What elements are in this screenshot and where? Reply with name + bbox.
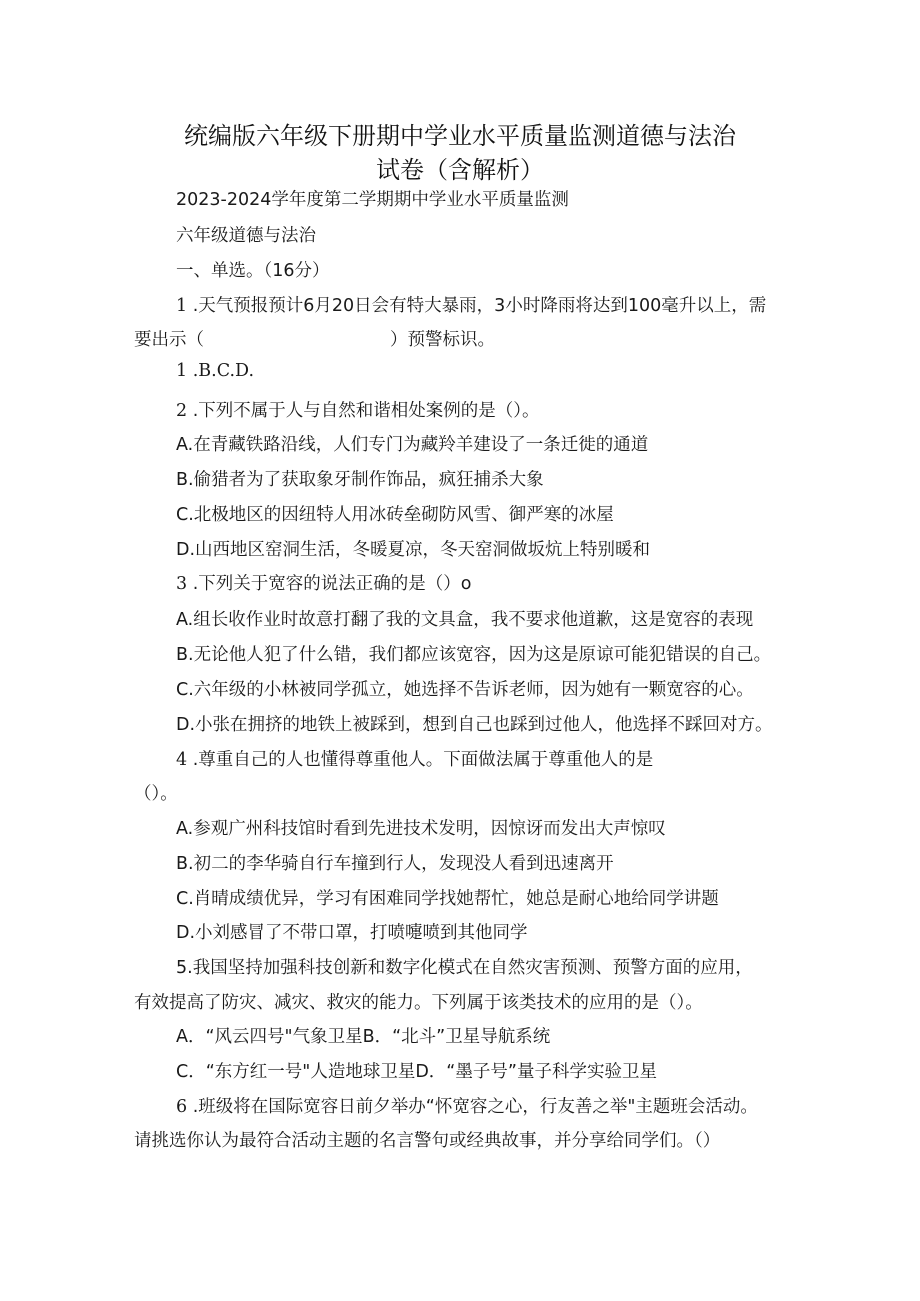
- question-4: [176, 746, 653, 771]
- section-heading: 一、单选。（16分）: [176, 261, 330, 281]
- question-2-number: 2: [176, 401, 188, 421]
- question-3-option-c: C.六年级的小林被同学孤立，她选择不告诉老师，因为她有一颗宽容的心。: [176, 680, 754, 700]
- question-2: [176, 397, 540, 422]
- question-4-option-d: D.小刘感冒了不带口罩，打喷嚏喷到其他同学: [176, 923, 528, 943]
- document-title-line2: 试卷（含解析）: [376, 156, 544, 184]
- question-3-option-b: B.无论他人犯了什么错，我们都应该宽容，因为这是原谅可能犯错误的自己。: [176, 645, 772, 665]
- question-1-options-number: 1: [176, 361, 188, 381]
- question-2-text: .下列不属于人与自然和谐相处案例的是（）。: [192, 401, 540, 421]
- question-4-option-a: A.参观广州科技馆时看到先进技术发明，因惊讶而发出大声惊叹: [176, 819, 666, 839]
- question-1-options: [176, 361, 254, 381]
- question-1-number: 1: [176, 296, 188, 316]
- question-5-options-cd: C．“东方红一号"人造地球卫星D．“墨子号”量子科学实验卫星: [176, 1062, 657, 1082]
- question-1-options-text: .B.C.D.: [192, 361, 255, 381]
- question-1-text-pre-blank: 要出示（: [134, 330, 204, 350]
- grade-subject: 六年级道德与法治: [176, 226, 316, 246]
- question-2-option-b: B.偷猎者为了获取象牙制作饰品，疯狂捕杀大象: [176, 470, 544, 490]
- question-4-number: 4: [176, 750, 188, 770]
- question-5-continued: 有效提高了防灾、减灾、救灾的能力。下列属于该类技术的应用的是（）。: [134, 993, 703, 1013]
- question-6-text: .班级将在国际宽容日前夕举办“怀宽容之心，行友善之举"主题班会活动。: [192, 1097, 758, 1117]
- question-1: [176, 292, 766, 317]
- question-5-options-ab: A．“风云四号"气象卫星B．“北斗”卫星导航系统: [176, 1027, 551, 1047]
- question-1-text: .天气预报预计6月20日会有特大暴雨，3小时降雨将达到100毫升以上，需: [192, 296, 767, 316]
- question-6: [176, 1093, 758, 1118]
- question-3-option-d: D.小张在拥挤的地铁上被踩到，想到自己也踩到过他人，他选择不踩回对方。: [176, 715, 773, 735]
- question-6-number: 6: [176, 1097, 188, 1117]
- question-2-option-d: D.山西地区窑洞生活，冬暖夏凉，冬天窑洞做坂炕上特别暖和: [176, 540, 651, 560]
- question-4-option-b: B.初二的李华骑自行车撞到行人，发现没人看到迅速离开: [176, 854, 614, 874]
- question-3: [176, 570, 472, 595]
- question-1-continued: [134, 326, 495, 351]
- question-6-continued: 请挑选你认为最符合活动主题的名言警句或经典故事，并分享给同学们。（）: [134, 1131, 721, 1151]
- exam-subtitle: 2023-2024学年度第二学期期中学业水平质量监测: [176, 190, 569, 210]
- question-4-option-c: C.肖晴成绩优异，学习有困难同学找她帮忙，她总是耐心地给同学讲题: [176, 889, 719, 909]
- question-4-text: .尊重自己的人也懂得尊重他人。下面做法属于尊重他人的是: [192, 750, 654, 770]
- question-4-continued: （）。: [134, 784, 178, 804]
- document-title-line1: 统编版六年级下册期中学业水平质量监测道德与法治: [184, 122, 736, 150]
- question-5: 5.我国坚持加强科技创新和数字化模式在自然灾害预测、预警方面的应用，: [176, 958, 753, 978]
- question-3-option-a: A.组长收作业时故意打翻了我的文具盒，我不要求他道歉，这是宽容的表现: [176, 610, 754, 630]
- question-2-option-c: C.北极地区的因纽特人用冰砖垒砌防风雪、御严寒的冰屋: [176, 505, 614, 525]
- question-3-text: .下列关于宽容的说法正确的是（）o: [192, 574, 472, 594]
- question-2-option-a: A.在青藏铁路沿线，人们专门为藏羚羊建设了一条迁徙的通道: [176, 435, 649, 455]
- question-3-number: 3: [176, 574, 188, 594]
- question-1-text-post-blank: ）预警标识。: [390, 330, 495, 350]
